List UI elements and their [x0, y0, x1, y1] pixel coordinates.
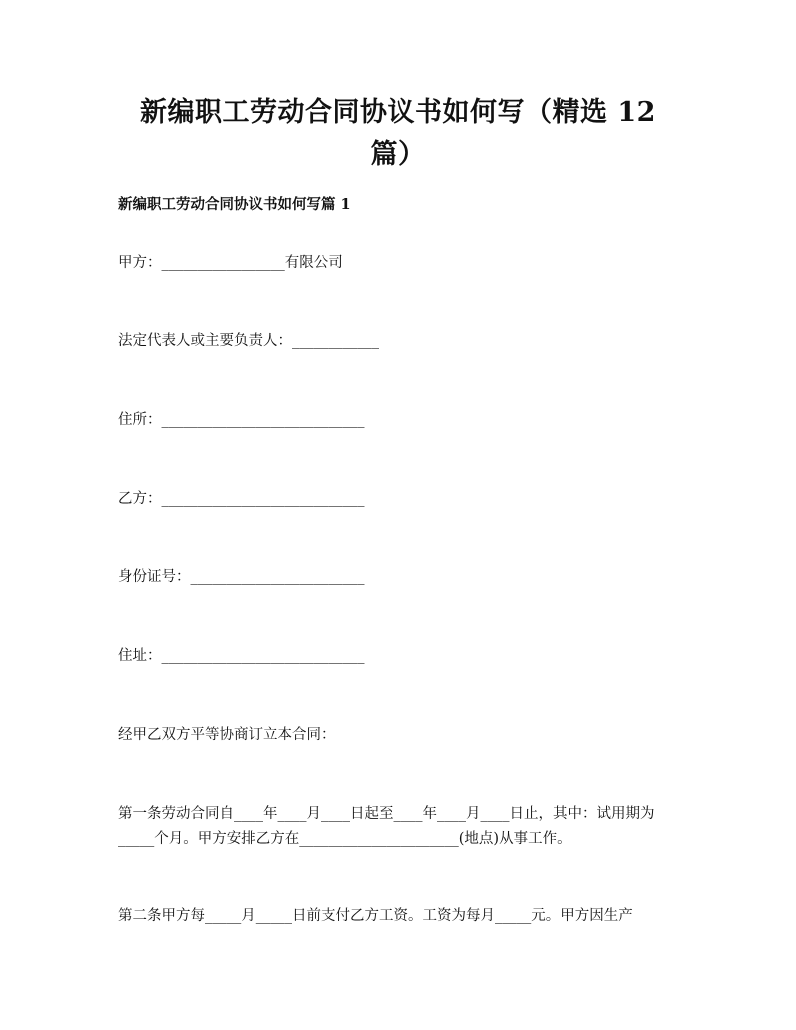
agreement-intro-line: 经甲乙双方平等协商订立本合同： [118, 727, 336, 743]
legal-representative-line: 法定代表人或主要负责人：____________ [118, 333, 379, 349]
section-heading: 新编职工劳动合同协议书如何写篇 1 [118, 196, 351, 213]
article-2-paragraph: 第二条甲方每_____月_____日前支付乙方工资。工资为每月_____元。甲方因生产 [118, 908, 633, 924]
party-a-address-line: 住所：____________________________ [118, 412, 365, 428]
party-a-line: 甲方：_________________有限公司 [118, 255, 343, 271]
party-b-line: 乙方：____________________________ [118, 491, 365, 507]
party-b-address-line: 住址：____________________________ [118, 648, 365, 664]
id-number-line: 身份证号：________________________ [118, 569, 365, 585]
document-title: 新编职工劳动合同协议书如何写（精选 12 篇） [140, 97, 656, 170]
article-1-paragraph: 第一条劳动合同自____年____月____日起至____年____月____日止，其中：试用期为_____个月。甲方安排乙方在______________________(地点)从事工作。 [118, 806, 655, 847]
